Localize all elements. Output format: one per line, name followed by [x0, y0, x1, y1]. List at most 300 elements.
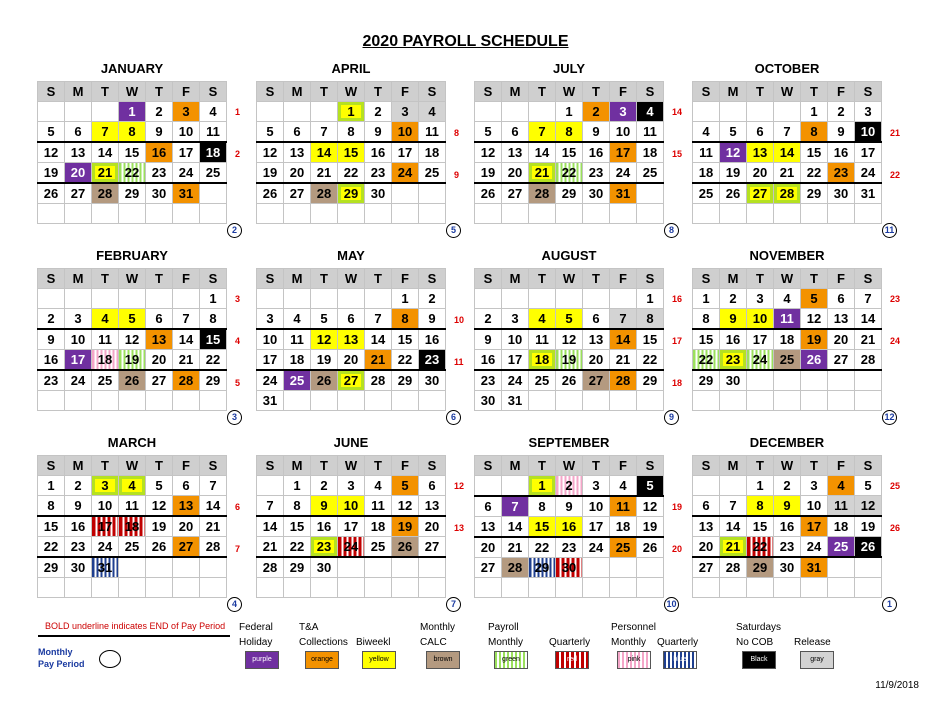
day-cell: 23 — [365, 163, 392, 184]
month-august — [474, 248, 683, 422]
day-cell: 9 — [38, 329, 65, 350]
day-cell: 14 — [200, 496, 227, 517]
empty-cell — [801, 578, 828, 598]
empty-cell — [392, 183, 419, 204]
day-cell: 19 — [556, 350, 583, 371]
day-cell: 20 — [583, 350, 610, 371]
day-cell: 2 — [365, 102, 392, 122]
day-cell: 10 — [801, 496, 828, 517]
empty-cell — [637, 578, 664, 598]
weekday-header: T — [801, 82, 828, 102]
day-cell: 26 — [637, 537, 664, 558]
weekday-header: S — [200, 456, 227, 476]
day-cell: 19 — [311, 350, 338, 371]
legend-heading: Personnel — [611, 622, 657, 633]
monthly-pay-period-number: 7 — [446, 597, 461, 612]
empty-cell — [338, 204, 365, 224]
day-cell: 16 — [475, 350, 502, 371]
legend-swatch-orange: orange — [305, 651, 339, 669]
weekday-header: W — [556, 82, 583, 102]
day-cell: 13 — [419, 496, 446, 517]
empty-cell — [173, 557, 200, 578]
day-cell: 21 — [200, 516, 227, 537]
empty-cell — [284, 102, 311, 122]
month-july — [474, 61, 683, 235]
day-cell: 5 — [38, 122, 65, 143]
day-cell: 28 — [720, 557, 747, 578]
day-cell: 20 — [146, 350, 173, 371]
empty-cell — [774, 102, 801, 122]
day-cell: 26 — [257, 183, 284, 204]
legend-swatch-gray: gray — [800, 651, 834, 669]
legend-label: Quarterly — [549, 637, 591, 648]
day-cell: 29 — [119, 183, 146, 204]
empty-cell — [65, 289, 92, 309]
day-cell: 26 — [311, 370, 338, 391]
day-cell: 18 — [693, 163, 720, 184]
day-cell: 22 — [338, 163, 365, 184]
day-cell: 11 — [529, 329, 556, 350]
weekday-header: T — [92, 82, 119, 102]
day-cell: 31 — [855, 183, 882, 204]
day-cell: 28 — [855, 350, 882, 371]
day-cell: 17 — [173, 142, 200, 163]
weekday-header: M — [720, 456, 747, 476]
empty-cell — [502, 204, 529, 224]
weekday-header: M — [502, 82, 529, 102]
weekday-header: F — [173, 456, 200, 476]
legend-label: Collections — [299, 637, 348, 648]
day-cell: 8 — [747, 496, 774, 517]
day-cell: 28 — [173, 370, 200, 391]
day-cell: 1 — [529, 476, 556, 497]
day-cell: 11 — [610, 496, 637, 517]
day-cell: 20 — [173, 516, 200, 537]
empty-cell — [720, 476, 747, 496]
day-cell: 23 — [419, 350, 446, 371]
weekday-header: T — [801, 269, 828, 289]
day-cell: 6 — [65, 122, 92, 143]
day-cell: 15 — [556, 142, 583, 163]
day-cell: 22 — [119, 163, 146, 184]
empty-cell — [200, 391, 227, 411]
day-cell: 7 — [610, 309, 637, 330]
month-name: MARCH — [107, 435, 157, 450]
weekday-header: S — [637, 82, 664, 102]
weekday-header: T — [747, 456, 774, 476]
day-cell: 30 — [365, 183, 392, 204]
day-cell: 16 — [556, 517, 583, 538]
empty-cell — [475, 102, 502, 122]
day-cell: 16 — [583, 142, 610, 163]
day-cell: 7 — [365, 309, 392, 330]
day-cell: 1 — [637, 289, 664, 309]
empty-cell — [637, 204, 664, 224]
day-cell: 6 — [146, 309, 173, 330]
empty-cell — [693, 391, 720, 411]
pay-period-number: 4 — [235, 336, 241, 346]
day-cell: 26 — [146, 537, 173, 558]
empty-cell — [637, 183, 664, 204]
empty-cell — [693, 204, 720, 224]
weekday-header: W — [119, 269, 146, 289]
empty-cell — [828, 578, 855, 598]
empty-cell — [529, 391, 556, 411]
day-cell: 22 — [556, 163, 583, 184]
day-cell: 21 — [774, 163, 801, 184]
day-cell: 5 — [637, 476, 664, 497]
day-cell: 10 — [257, 329, 284, 350]
empty-cell — [502, 289, 529, 309]
bold-underline-sample — [38, 635, 230, 637]
day-cell: 16 — [311, 516, 338, 537]
day-cell: 21 — [720, 537, 747, 558]
day-cell: 26 — [720, 183, 747, 204]
day-cell: 23 — [311, 537, 338, 558]
day-cell: 25 — [693, 183, 720, 204]
day-cell: 27 — [419, 537, 446, 558]
weekday-header: S — [693, 82, 720, 102]
day-cell: 19 — [119, 350, 146, 371]
weekday-header: T — [92, 456, 119, 476]
empty-cell — [173, 391, 200, 411]
day-cell: 7 — [200, 476, 227, 496]
day-cell: 7 — [173, 309, 200, 330]
empty-cell — [583, 578, 610, 598]
empty-cell — [855, 204, 882, 224]
day-cell: 8 — [556, 122, 583, 143]
weekday-header: T — [529, 82, 556, 102]
day-cell: 8 — [119, 122, 146, 143]
weekday-header: F — [392, 82, 419, 102]
day-cell: 12 — [38, 142, 65, 163]
day-cell: 22 — [284, 537, 311, 558]
day-cell: 3 — [801, 476, 828, 496]
empty-cell — [284, 289, 311, 309]
day-cell: 8 — [38, 496, 65, 517]
empty-cell — [146, 391, 173, 411]
day-cell: 20 — [284, 163, 311, 184]
day-cell: 23 — [828, 163, 855, 184]
day-cell: 18 — [828, 516, 855, 537]
day-cell: 3 — [610, 102, 637, 122]
day-cell: 11 — [419, 122, 446, 143]
empty-cell — [200, 204, 227, 224]
empty-cell — [529, 102, 556, 122]
empty-cell — [65, 391, 92, 411]
weekday-header: W — [338, 456, 365, 476]
day-cell: 3 — [92, 476, 119, 496]
legend-label: Biweekl — [356, 637, 391, 648]
day-cell: 26 — [475, 183, 502, 204]
day-cell: 13 — [502, 142, 529, 163]
day-cell: 29 — [200, 370, 227, 391]
day-cell: 1 — [556, 102, 583, 122]
legend-swatch-black: Black — [742, 651, 776, 669]
empty-cell — [119, 289, 146, 309]
empty-cell — [365, 289, 392, 309]
day-cell: 28 — [311, 183, 338, 204]
day-cell: 30 — [720, 370, 747, 391]
weekday-header: W — [338, 269, 365, 289]
month-may — [256, 248, 465, 422]
empty-cell — [119, 578, 146, 598]
day-cell: 20 — [828, 329, 855, 350]
day-cell: 23 — [720, 350, 747, 371]
day-cell: 29 — [392, 370, 419, 391]
day-cell: 4 — [693, 122, 720, 143]
pay-period-number: 24 — [890, 336, 901, 346]
legend-swatch-blue: blue — [663, 651, 697, 669]
empty-cell — [801, 391, 828, 411]
day-cell: 27 — [747, 183, 774, 204]
day-cell: 14 — [720, 516, 747, 537]
day-cell: 22 — [392, 350, 419, 371]
day-cell: 2 — [774, 476, 801, 496]
day-cell: 13 — [747, 142, 774, 163]
weekday-header: F — [828, 269, 855, 289]
day-cell: 20 — [475, 537, 502, 558]
day-cell: 21 — [92, 163, 119, 184]
day-cell: 8 — [801, 122, 828, 143]
day-cell: 24 — [65, 370, 92, 391]
day-cell: 6 — [284, 122, 311, 143]
monthly-pay-period-number: 8 — [664, 223, 679, 238]
empty-cell — [747, 102, 774, 122]
weekday-header: S — [419, 456, 446, 476]
empty-cell — [392, 204, 419, 224]
day-cell: 20 — [338, 350, 365, 371]
empty-cell — [419, 557, 446, 578]
legend-swatch-green: green — [494, 651, 528, 669]
month-september — [474, 435, 683, 609]
pay-period-number: 3 — [235, 294, 241, 304]
day-cell: 31 — [257, 391, 284, 411]
month-name: MAY — [337, 248, 365, 263]
day-cell: 3 — [747, 289, 774, 309]
day-cell: 5 — [855, 476, 882, 496]
day-cell: 5 — [392, 476, 419, 496]
empty-cell — [529, 204, 556, 224]
weekday-header: M — [284, 82, 311, 102]
pay-period-number: 19 — [672, 502, 683, 512]
day-cell: 10 — [392, 122, 419, 143]
empty-cell — [92, 204, 119, 224]
day-cell: 25 — [774, 350, 801, 371]
weekday-header: M — [65, 269, 92, 289]
day-cell: 21 — [257, 537, 284, 558]
day-cell: 15 — [637, 329, 664, 350]
day-cell: 27 — [284, 183, 311, 204]
weekday-header: M — [65, 82, 92, 102]
empty-cell — [828, 370, 855, 391]
empty-cell — [392, 391, 419, 411]
empty-cell — [311, 102, 338, 122]
empty-cell — [828, 391, 855, 411]
day-cell: 15 — [529, 517, 556, 538]
weekday-header: T — [583, 269, 610, 289]
empty-cell — [284, 391, 311, 411]
empty-cell — [693, 578, 720, 598]
weekday-header: S — [855, 269, 882, 289]
day-cell: 28 — [502, 558, 529, 578]
day-cell: 21 — [365, 350, 392, 371]
day-cell: 1 — [747, 476, 774, 496]
pay-period-number: 10 — [454, 315, 465, 325]
day-cell: 17 — [338, 516, 365, 537]
weekday-header: F — [828, 456, 855, 476]
day-cell: 26 — [38, 183, 65, 204]
weekday-header: T — [529, 456, 556, 476]
weekday-header: M — [502, 456, 529, 476]
pay-period-number: 15 — [672, 149, 683, 159]
day-cell: 13 — [284, 142, 311, 163]
day-cell: 16 — [828, 142, 855, 163]
empty-cell — [38, 289, 65, 309]
day-cell: 27 — [173, 537, 200, 558]
empty-cell — [65, 204, 92, 224]
weekday-header: S — [257, 269, 284, 289]
page-title: 2020 PAYROLL SCHEDULE — [362, 33, 569, 50]
day-cell: 28 — [200, 537, 227, 558]
day-cell: 2 — [828, 102, 855, 122]
day-cell: 23 — [146, 163, 173, 184]
day-cell: 14 — [173, 329, 200, 350]
monthly-pay-period-number: 5 — [446, 223, 461, 238]
empty-cell — [828, 204, 855, 224]
empty-cell — [311, 204, 338, 224]
day-cell: 31 — [92, 557, 119, 578]
day-cell: 31 — [502, 391, 529, 411]
day-cell: 16 — [65, 516, 92, 537]
day-cell: 31 — [173, 183, 200, 204]
weekday-header: S — [200, 82, 227, 102]
weekday-header: T — [146, 456, 173, 476]
legend-label: Monthly — [611, 637, 647, 648]
day-cell: 4 — [610, 476, 637, 497]
month-april — [256, 61, 460, 235]
pay-period-number: 13 — [454, 523, 465, 533]
legend-heading: Payroll — [488, 622, 519, 633]
empty-cell — [774, 391, 801, 411]
day-cell: 27 — [583, 370, 610, 391]
empty-cell — [583, 391, 610, 411]
empty-cell — [475, 289, 502, 309]
day-cell: 30 — [774, 557, 801, 578]
weekday-header: S — [419, 269, 446, 289]
bold-underline-note: BOLD underline indicates END of Pay Period — [45, 621, 226, 631]
weekday-header: F — [392, 269, 419, 289]
legend-label: Holiday — [239, 637, 273, 648]
weekday-header: F — [392, 456, 419, 476]
day-cell: 5 — [119, 309, 146, 330]
day-cell: 15 — [801, 142, 828, 163]
day-cell: 21 — [610, 350, 637, 371]
weekday-header: M — [720, 82, 747, 102]
day-cell: 15 — [338, 142, 365, 163]
monthly-pay-period-number: 3 — [227, 410, 242, 425]
day-cell: 25 — [529, 370, 556, 391]
weekday-header: S — [637, 269, 664, 289]
day-cell: 24 — [855, 163, 882, 184]
day-cell: 10 — [338, 496, 365, 517]
day-cell: 7 — [92, 122, 119, 143]
empty-cell — [855, 370, 882, 391]
weekday-header: T — [583, 456, 610, 476]
empty-cell — [257, 204, 284, 224]
day-cell: 26 — [855, 537, 882, 558]
day-cell: 3 — [583, 476, 610, 497]
day-cell: 3 — [392, 102, 419, 122]
day-cell: 4 — [119, 476, 146, 496]
day-cell: 14 — [774, 142, 801, 163]
pay-period-number: 12 — [454, 481, 465, 491]
empty-cell — [610, 204, 637, 224]
day-cell: 2 — [38, 309, 65, 330]
day-cell: 25 — [284, 370, 311, 391]
day-cell: 22 — [637, 350, 664, 371]
legend-swatch-yellow: yellow — [362, 651, 396, 669]
day-cell: 17 — [855, 142, 882, 163]
monthly-pay-period-number: 9 — [664, 410, 679, 425]
weekday-header: T — [311, 456, 338, 476]
weekday-header: S — [38, 82, 65, 102]
day-cell: 15 — [200, 329, 227, 350]
weekday-header: S — [257, 82, 284, 102]
month-june — [256, 435, 465, 609]
weekday-header: F — [173, 82, 200, 102]
day-cell: 6 — [419, 476, 446, 496]
empty-cell — [801, 370, 828, 391]
empty-cell — [419, 578, 446, 598]
weekday-header: S — [475, 269, 502, 289]
day-cell: 27 — [693, 557, 720, 578]
empty-cell — [146, 578, 173, 598]
month-name: JULY — [552, 61, 586, 76]
day-cell: 29 — [801, 183, 828, 204]
day-cell: 8 — [392, 309, 419, 330]
month-name: DECEMBER — [749, 435, 825, 450]
empty-cell — [92, 578, 119, 598]
day-cell: 2 — [556, 476, 583, 497]
day-cell: 24 — [257, 370, 284, 391]
day-cell: 10 — [610, 122, 637, 143]
day-cell: 17 — [257, 350, 284, 371]
day-cell: 25 — [119, 537, 146, 558]
legend-swatch-brown: brown — [426, 651, 460, 669]
empty-cell — [720, 204, 747, 224]
empty-cell — [610, 558, 637, 578]
day-cell: 1 — [392, 289, 419, 309]
day-cell: 7 — [774, 122, 801, 143]
weekday-header: T — [583, 82, 610, 102]
day-cell: 15 — [38, 516, 65, 537]
day-cell: 4 — [92, 309, 119, 330]
empty-cell — [200, 183, 227, 204]
monthly-pay-period-number: 6 — [446, 410, 461, 425]
empty-cell — [311, 578, 338, 598]
empty-cell — [583, 289, 610, 309]
day-cell: 29 — [747, 557, 774, 578]
empty-cell — [855, 557, 882, 578]
day-cell: 19 — [720, 163, 747, 184]
weekday-header: S — [257, 456, 284, 476]
day-cell: 4 — [774, 289, 801, 309]
day-cell: 21 — [529, 163, 556, 184]
empty-cell — [119, 391, 146, 411]
day-cell: 4 — [419, 102, 446, 122]
weekday-header: S — [693, 456, 720, 476]
